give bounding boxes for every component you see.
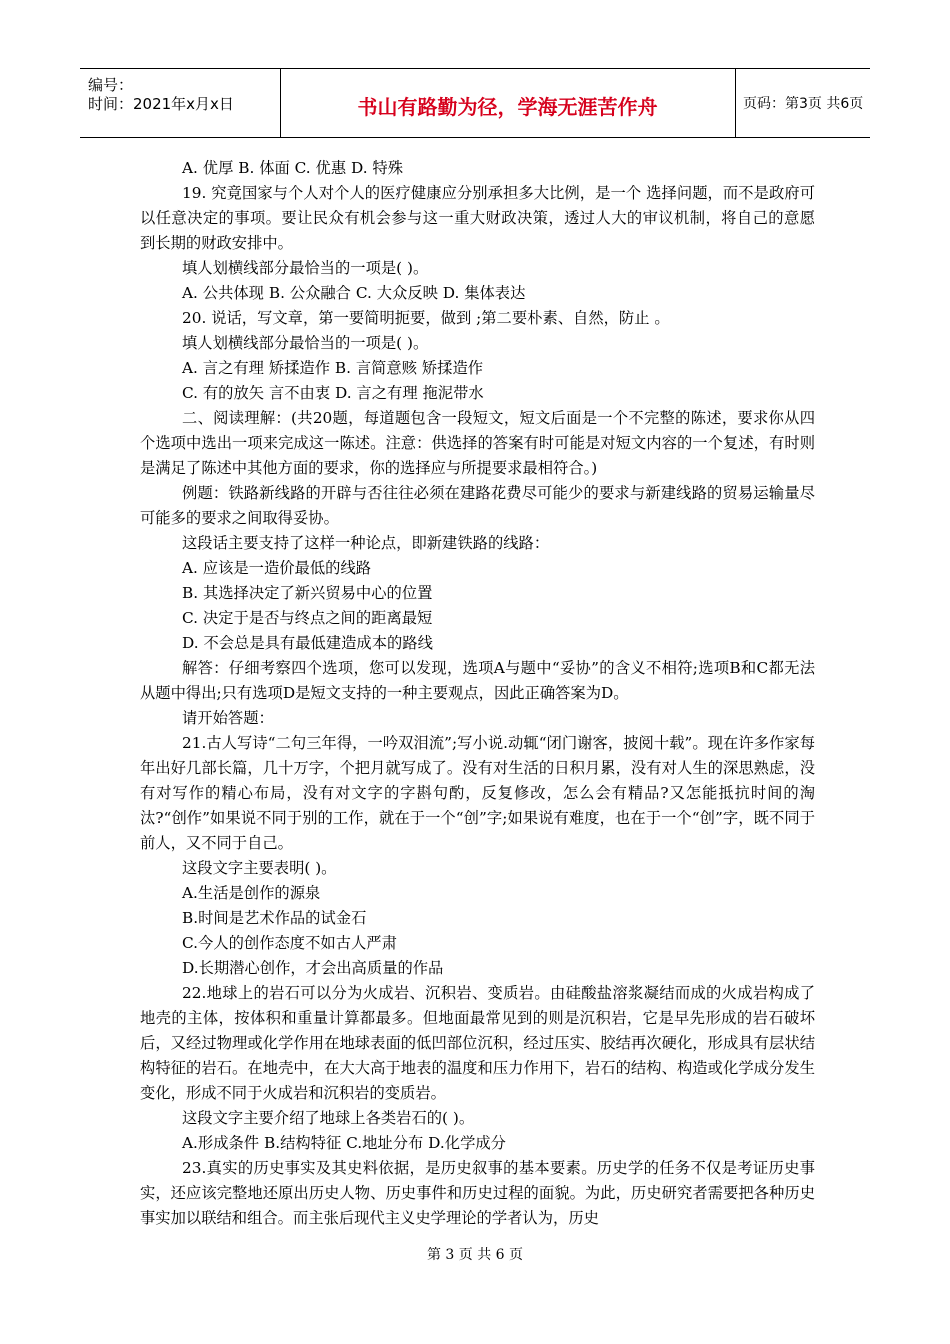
paragraph: A. 优厚 B. 体面 C. 优惠 D. 特殊: [182, 159, 404, 177]
paragraph: A. 应该是一造价最低的线路: [182, 559, 372, 577]
paragraph: A.形成条件 B.结构特征 C.地址分布 D.化学成分: [182, 1134, 506, 1152]
paragraph: 这段文字主要表明( )。: [182, 859, 337, 877]
paragraph: B.时间是艺术作品的试金石: [182, 909, 367, 927]
header-page-cell: [735, 69, 870, 137]
paragraph: A. 言之有理 矫揉造作 B. 言简意赅 矫揉造作: [182, 359, 484, 377]
paragraph: B. 其选择决定了新兴贸易中心的位置: [182, 584, 433, 602]
paragraph: 填人划横线部分最恰当的一项是( )。: [182, 259, 429, 277]
paragraph: D. 不会总是具有最低建造成本的路线: [182, 634, 433, 652]
page-footer: 第 3 页 共 6 页: [426, 1247, 524, 1263]
header-page-code: 页码：第3页 共6页: [743, 96, 864, 112]
paragraph: 解答：仔细考察四个选项，您可以发现，选项A与题中“妥协”的含义不相符;选项B和C都无法从题中得出;只有选项D是短文支持的一种主要观点，因此正确答案为D。: [140, 659, 815, 702]
paragraph: 20. 说话，写文章，第一要简明扼要，做到 ;第二要朴素、自然，防止 。: [182, 309, 670, 327]
header-info-cell: [80, 69, 281, 137]
page-header: [80, 68, 870, 138]
paragraph: A.生活是创作的源泉: [182, 884, 321, 902]
document-date-label: 时间：2021年x月x日: [88, 95, 234, 113]
paragraph: 23.真实的历史事实及其史料依据，是历史叙事的基本要素。历史学的任务不仅是考证历史事实，还应该完整地还原出历史人物、历史事件和历史过程的面貌。为此，历史研究者需要把各种历史事实加以联结和组合。而主张后现代主义史学理论的学者认为，历史: [140, 1159, 815, 1227]
paragraph: 二、阅读理解：(共20题，每道题包含一段短文，短文后面是一个不完整的陈述，要求你从四个选项中选出一项来完成这一陈述。注意：供选择的答案有时可能是对短文内容的一个复述，有时则是满足了陈述中其他方面的要求，你的选择应与所提要求最相符合。): [140, 409, 815, 477]
paragraph: C. 决定于是否与终点之间的距离最短: [182, 609, 433, 627]
paragraph: 请开始答题：: [182, 709, 274, 727]
paragraph: 21.古人写诗“二句三年得，一吟双泪流”;写小说.动辄“闭门谢客，披阅十载”。现在许多作家每年出好几部长篇，几十万字，个把月就写成了。没有对生活的日积月累，没有对人生的深思熟虑，没有对写作的精心布局，没有对文字的字斟句酌，反复修改，怎么会有精品?又怎能抵抗时间的淘汰?“创作”如果说不同于别的工作，就在于一个“创”字;如果说有难度，也在于一个“创”字，既不同于前人，又不同于自己。: [140, 734, 815, 852]
document-number-label: 编号：: [88, 76, 134, 94]
paragraph: 例题：铁路新线路的开辟与否往往必须在建路花费尽可能少的要求与新建线路的贸易运输量尽可能多的要求之间取得妥协。: [140, 484, 815, 527]
document-body: [140, 156, 815, 1231]
paragraph: 19. 究竟国家与个人对个人的医疗健康应分别承担多大比例，是一个 选择问题，而不是政府可以任意决定的事项。要让民众有机会参与这一重大财政决策，透过人大的审议机制，将自己的意愿 到长期的财政安排中。: [140, 184, 815, 252]
paragraph: A. 公共体现 B. 公众融合 C. 大众反映 D. 集体表达: [182, 284, 526, 302]
paragraph: 填人划横线部分最恰当的一项是( )。: [182, 334, 429, 352]
header-motto-cell: [280, 69, 736, 137]
paragraph: C. 有的放矢 言不由衷 D. 言之有理 拖泥带水: [182, 384, 484, 402]
paragraph: D.长期潜心创作，才会出高质量的作品: [182, 959, 444, 977]
header-motto: 书山有路勤为径，学海无涯苦作舟: [357, 95, 658, 119]
paragraph: 22.地球上的岩石可以分为火成岩、沉积岩、变质岩。由硅酸盐溶浆凝结而成的火成岩构成了地壳的主体，按体积和重量计算都最多。但地面最常见到的则是沉积岩，它是早先形成的岩石破坏后，又经过物理或化学作用在地球表面的低凹部位沉积，经过压实、胶结再次硬化，形成具有层状结构特征的岩石。在地壳中，在大大高于地表的温度和压力作用下，岩石的结构、构造或化学成分发生变化，形成不同于火成岩和沉积岩的变质岩。: [140, 984, 815, 1102]
paragraph: 这段文字主要介绍了地球上各类岩石的( )。: [182, 1109, 475, 1127]
paragraph: C.今人的创作态度不如古人严肃: [182, 934, 397, 952]
paragraph: 这段话主要支持了这样一种论点，即新建铁路的线路：: [182, 534, 550, 552]
